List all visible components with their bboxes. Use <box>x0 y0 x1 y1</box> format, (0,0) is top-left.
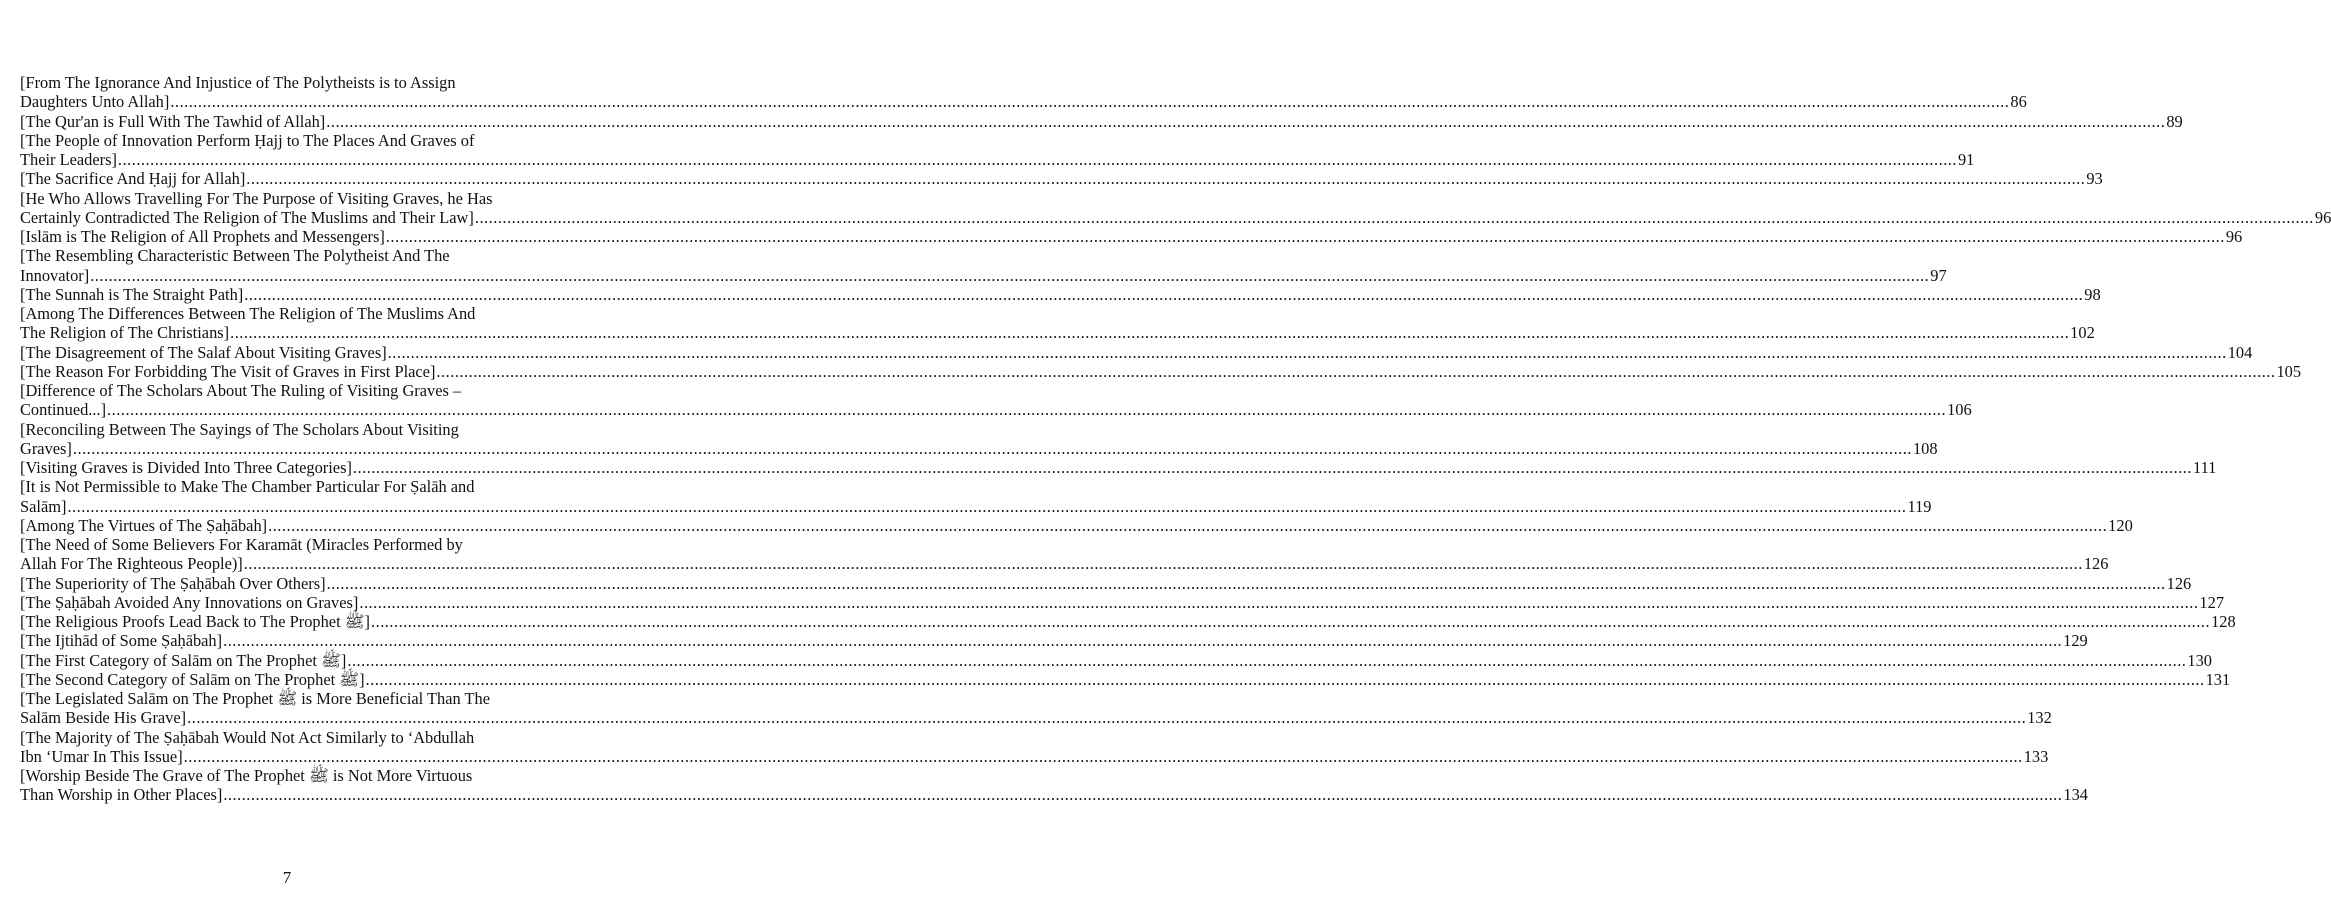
toc-entry-last-line <box>20 669 2231 689</box>
toc-entry-last-line <box>20 111 2183 131</box>
toc-entry-title-line: Than Worship in Other Places] <box>20 785 223 805</box>
dot-leader: ................................................................................................................................................................................................................................................................................................................................................................................................................ <box>326 111 2166 131</box>
toc-entry-title-line: [Difference of The Scholars About The Ruling of Visiting Graves – <box>20 381 462 400</box>
toc-entry-last-line <box>20 746 2049 766</box>
toc-entry-last-line <box>20 631 2088 651</box>
toc-entry-last-line <box>20 573 2192 593</box>
toc-entry <box>20 612 2236 631</box>
dot-leader: ................................................................................................................................................................................................................................................................................................................................................................................................................ <box>107 400 1947 420</box>
toc-entry-page: 119 <box>1907 496 1932 516</box>
toc-entry-title-line: Daughters Unto Allah] <box>20 92 170 112</box>
toc-entry-page: 93 <box>2086 169 2103 189</box>
toc-entry-page: 120 <box>2108 515 2133 535</box>
toc-entry-page: 96 <box>2225 227 2243 246</box>
toc-entry <box>20 381 1972 420</box>
toc-entry-last-line <box>20 554 2109 574</box>
toc-entry-page: 98 <box>2084 284 2101 304</box>
toc-entry-title-line: [The First Category of Salām on The Prophet ﷺ] <box>20 650 347 670</box>
dot-leader: ................................................................................................................................................................................................................................................................................................................................................................................................................ <box>387 342 2227 362</box>
toc-entry <box>20 227 2243 246</box>
toc-entry-page: 132 <box>2027 708 2052 728</box>
toc-entry-title-line: [The Religious Proofs Lead Back to The Prophet ﷺ] <box>20 612 370 631</box>
toc-entry-last-line <box>20 785 2088 805</box>
toc-entry <box>20 766 2088 805</box>
toc-entry-title-line: Ibn ‘Umar In This Issue] <box>20 746 183 766</box>
toc-entry <box>20 535 2109 574</box>
toc-entry <box>20 650 2212 670</box>
toc-entry-title-line: [The Superiority of The Ṣaḥābah Over Others] <box>20 573 326 593</box>
toc-entry-title-line: [The Ṣaḥābah Avoided Any Innovations on Graves] <box>20 592 359 612</box>
toc-entry-title-line: [Worship Beside The Grave of The Prophet ﷺ is Not More Virtuous <box>20 766 473 785</box>
dot-leader: ................................................................................................................................................................................................................................................................................................................................................................................................................ <box>359 592 2199 612</box>
toc-entry-page: 127 <box>2199 592 2225 612</box>
toc-entry-page: 131 <box>2205 669 2231 689</box>
toc-entry-title-line: [The Second Category of Salām on The Prophet ﷺ] <box>20 669 365 689</box>
toc-entry-last-line <box>20 515 2133 535</box>
toc-entry-last-line <box>20 400 1972 420</box>
toc-entry-title-line: [The Ijtihād of Some Ṣaḥābah] <box>20 631 223 651</box>
toc-entry-title-line: [The Legislated Salām on The Prophet ﷺ is More Beneficial Than The <box>20 689 490 708</box>
toc-entry-last-line <box>20 612 2236 631</box>
toc-entry-page: 97 <box>1930 265 1947 285</box>
dot-leader: ................................................................................................................................................................................................................................................................................................................................................................................................................ <box>117 150 1957 169</box>
toc-entry-title-line: [The Need of Some Believers For Karamāt (Miracles Performed by <box>20 535 463 554</box>
toc-entry <box>20 515 2133 535</box>
toc-entry <box>20 727 2049 767</box>
dot-leader: ................................................................................................................................................................................................................................................................................................................................................................................................................ <box>90 265 1930 285</box>
dot-leader: ................................................................................................................................................................................................................................................................................................................................................................................................................ <box>187 708 2027 728</box>
toc-entry-last-line <box>20 150 1975 169</box>
toc-entry <box>20 188 2331 228</box>
toc-entry-page: 86 <box>2010 92 2027 112</box>
toc-entry <box>20 573 2192 593</box>
page-number: 7 <box>282 868 292 887</box>
toc-entry-last-line <box>20 92 2027 112</box>
dot-leader: ................................................................................................................................................................................................................................................................................................................................................................................................................ <box>67 496 1907 516</box>
toc-entry-page: 111 <box>2192 458 2217 477</box>
toc-entry-page: 89 <box>2166 111 2183 131</box>
toc-entry-title-line: Salām Beside His Grave] <box>20 708 187 728</box>
table-of-contents <box>20 73 2331 805</box>
toc-entry-title-line: [The Majority of The Ṣaḥābah Would Not Act Similarly to ‘Abdullah <box>20 727 475 747</box>
toc-entry <box>20 689 2052 728</box>
dot-leader: ................................................................................................................................................................................................................................................................................................................................................................................................................ <box>230 323 2070 343</box>
dot-leader: ................................................................................................................................................................................................................................................................................................................................................................................................................ <box>371 612 2211 631</box>
toc-entry-page: 134 <box>2063 785 2088 805</box>
toc-entry-page: 126 <box>2083 554 2109 574</box>
dot-leader: ................................................................................................................................................................................................................................................................................................................................................................................................................ <box>72 438 1912 458</box>
toc-entry-page: 108 <box>1912 438 1938 458</box>
toc-entry-title-line: [It is Not Permissible to Make The Chamber Particular For Ṣalāh and <box>20 477 475 497</box>
toc-entry-title-line: [The Resembling Characteristic Between The Polytheist And The <box>20 246 450 266</box>
dot-leader: ................................................................................................................................................................................................................................................................................................................................................................................................................ <box>347 650 2187 670</box>
toc-entry-last-line <box>20 284 2101 304</box>
dot-leader: ................................................................................................................................................................................................................................................................................................................................................................................................................ <box>244 284 2084 304</box>
dot-leader: ................................................................................................................................................................................................................................................................................................................................................................................................................ <box>474 207 2314 227</box>
dot-leader: ................................................................................................................................................................................................................................................................................................................................................................................................................ <box>223 785 2063 805</box>
toc-entry-title-line: Continued...] <box>20 400 107 420</box>
toc-entry-page: 96 <box>2314 207 2331 227</box>
toc-entry-title-line: [Among The Differences Between The Religion of The Muslims And <box>20 304 476 323</box>
toc-entry <box>20 669 2231 689</box>
toc-entry-page: 130 <box>2187 650 2212 670</box>
toc-entry-page: 104 <box>2227 342 2253 362</box>
toc-entry-title-line: [The Disagreement of The Salaf About Visiting Graves] <box>20 342 387 362</box>
toc-entry-title-line: [From The Ignorance And Injustice of The Polytheists is to Assign <box>20 73 456 92</box>
toc-entry-page: 106 <box>1947 400 1972 420</box>
toc-entry <box>20 592 2225 612</box>
toc-entry-last-line <box>20 438 1938 458</box>
toc-entry-page: 126 <box>2166 573 2192 593</box>
toc-entry-last-line <box>20 361 2302 381</box>
toc-entry <box>20 361 2302 381</box>
toc-entry <box>20 419 1938 459</box>
toc-entry <box>20 477 1932 516</box>
toc-entry-page: 102 <box>2070 323 2095 343</box>
toc-entry <box>20 73 2027 112</box>
toc-entry <box>20 111 2183 131</box>
toc-entry-title-line: [The Qur'an is Full With The Tawhid of Allah] <box>20 111 326 131</box>
dot-leader: ................................................................................................................................................................................................................................................................................................................................................................................................................ <box>243 554 2083 574</box>
toc-entry-title-line: [Among The Virtues of The Ṣaḥābah] <box>20 515 268 535</box>
toc-entry-last-line <box>20 650 2212 670</box>
toc-entry-title-line: [The People of Innovation Perform Ḥajj to The Places And Graves of <box>20 130 475 150</box>
toc-entry-page: 91 <box>1957 150 1975 169</box>
toc-entry-title-line: Their Leaders] <box>20 150 117 169</box>
toc-entry-last-line <box>20 323 2095 343</box>
toc-entry-page: 133 <box>2023 746 2049 766</box>
toc-entry-title-line: Salām] <box>20 496 67 516</box>
dot-leader: ................................................................................................................................................................................................................................................................................................................................................................................................................ <box>365 669 2205 689</box>
dot-leader: ................................................................................................................................................................................................................................................................................................................................................................................................................ <box>183 746 2023 766</box>
dot-leader: ................................................................................................................................................................................................................................................................................................................................................................................................................ <box>170 92 2010 112</box>
toc-entry <box>20 246 1947 285</box>
toc-entry <box>20 631 2088 651</box>
toc-entry-title-line: [The Sunnah is The Straight Path] <box>20 284 244 304</box>
toc-entry-title-line: The Religion of The Christians] <box>20 323 230 343</box>
dot-leader: ................................................................................................................................................................................................................................................................................................................................................................................................................ <box>436 361 2276 381</box>
toc-entry-last-line <box>20 592 2225 612</box>
toc-entry <box>20 304 2095 343</box>
dot-leader: ................................................................................................................................................................................................................................................................................................................................................................................................................ <box>223 631 2063 651</box>
toc-entry-last-line <box>20 496 1932 516</box>
toc-entry <box>20 342 2253 362</box>
toc-entry-page: 128 <box>2211 612 2236 631</box>
toc-entry-last-line <box>20 708 2052 728</box>
toc-entry-last-line <box>20 207 2331 227</box>
toc-entry <box>20 458 2217 477</box>
toc-entry-title-line: [Islām is The Religion of All Prophets and Messengers] <box>20 227 385 246</box>
toc-entry-title-line: Graves] <box>20 438 72 458</box>
toc-entry-title-line: [He Who Allows Travelling For The Purpose of Visiting Graves, he Has <box>20 188 493 208</box>
dot-leader: ................................................................................................................................................................................................................................................................................................................................................................................................................ <box>246 169 2086 189</box>
dot-leader: ................................................................................................................................................................................................................................................................................................................................................................................................................ <box>352 458 2192 477</box>
dot-leader: ................................................................................................................................................................................................................................................................................................................................................................................................................ <box>385 227 2225 246</box>
toc-entry-last-line <box>20 342 2253 362</box>
dot-leader: ................................................................................................................................................................................................................................................................................................................................................................................................................ <box>326 573 2166 593</box>
toc-entry-title-line: [The Reason For Forbidding The Visit of Graves in First Place] <box>20 361 436 381</box>
toc-entry <box>20 284 2101 304</box>
toc-entry-title-line: [The Sacrifice And Ḥajj for Allah] <box>20 169 246 189</box>
dot-leader: ................................................................................................................................................................................................................................................................................................................................................................................................................ <box>268 515 2108 535</box>
toc-entry-title-line: [Visiting Graves is Divided Into Three Categories] <box>20 458 352 477</box>
toc-entry-title-line: Certainly Contradicted The Religion of The Muslims and Their Law] <box>20 207 474 227</box>
toc-entry-title-line: [Reconciling Between The Sayings of The Scholars About Visiting <box>20 419 459 439</box>
toc-entry-title-line: Allah For The Righteous People)] <box>20 554 243 574</box>
toc-entry <box>20 169 2103 189</box>
toc-entry-last-line <box>20 265 1947 285</box>
toc-entry <box>20 130 1975 170</box>
toc-entry-title-line: Innovator] <box>20 265 90 285</box>
toc-entry-last-line <box>20 227 2243 246</box>
toc-entry-page: 105 <box>2276 361 2302 381</box>
toc-entry-last-line <box>20 458 2217 477</box>
toc-entry-last-line <box>20 169 2103 189</box>
toc-entry-page: 129 <box>2063 631 2088 651</box>
